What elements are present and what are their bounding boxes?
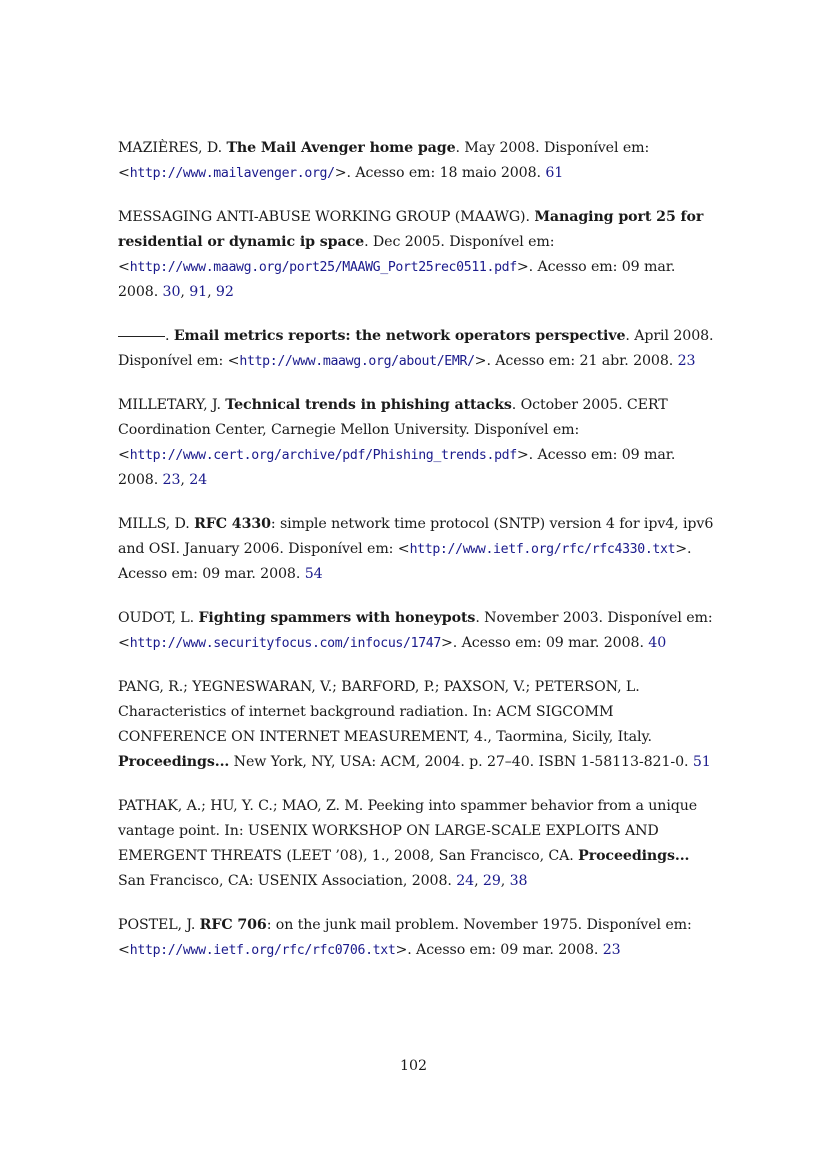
reference-details: New York, NY, USA: ACM, 2004. p. 27–40. ISBN 1-58113-821-0. [229,754,693,770]
reference-access: >. Acesso em: 09 mar. 2008. [395,942,603,958]
reference-author: MAZIÈRES, D. [118,140,227,156]
page-backref-link[interactable]: 40 [648,635,667,651]
reference-title: RFC 706 [199,917,267,933]
page-backref-link[interactable]: 24 [456,873,475,889]
reference-list [118,136,718,963]
reference-details: . May 2008. Disponível em: < [118,140,650,181]
reference-details: . October 2005. CERT Coordination Center, Carnegie Mellon University. Disponível em: < [118,397,668,463]
reference-details: San Francisco, CA: USENIX Association, 2008. [118,873,457,889]
page-backref-link[interactable]: 29 [482,873,501,889]
reference-title: Proceedings... [578,848,690,864]
reference-title: The Mail Avenger home page [226,140,456,156]
page-backref-link[interactable]: 92 [215,284,234,300]
reference-title: Proceedings... [118,754,230,770]
reference-title: Email metrics reports: the network operators perspective [173,328,626,344]
reference-entry: MESSAGING ANTI-ABUSE WORKING GROUP (MAAWG). Managing port 25 for residential or dynamic ip space. Dec 2005. Disponível em: <http://www.maawg.org/port25/MAAWG_Port25rec0511.pdf>. Acesso em: 09 mar. 2008. 30, 91, 92 [118,209,704,300]
reference-url-link[interactable]: http://www.cert.org/archive/pdf/Phishing_trends.pdf [129,448,517,463]
reference-title: Managing port 25 for residential or dynamic ip space [118,209,704,250]
reference-details: . Dec 2005. Disponível em: < [118,234,555,275]
reference-entry [118,606,718,656]
reference-entry [118,512,718,587]
reference-url-link[interactable]: http://www.mailavenger.org/ [129,166,335,181]
page-backref-link[interactable]: 54 [304,566,323,582]
reference-author: MILLETARY, J. [118,397,226,413]
reference-entry: PATHAK, A.; HU, Y. C.; MAO, Z. M. Peeking into spammer behavior from a unique vantage point. In: USENIX WORKSHOP ON LARGE-SCALE EXPLOITS AND EMERGENT THREATS (LEET ’08), 1., 2008, San Francisco, CA. Proceedings... San Francisco, CA: USENIX Association, 2008. 24, 29, 38 [118,798,698,889]
page-backref-link[interactable]: 23 [677,353,696,369]
reference-url-link[interactable]: http://www.maawg.org/port25/MAAWG_Port25rec0511.pdf [129,260,517,275]
reference-url-link[interactable]: http://www.ietf.org/rfc/rfc0706.txt [129,943,396,958]
reference-author: . [165,328,174,344]
page-backref-link[interactable]: 23 [162,472,181,488]
page-number: 102 [399,1058,428,1074]
reference-entry: MILLETARY, J. Technical trends in phishing attacks. October 2005. CERT Coordination Center, Carnegie Mellon University. Disponível em: <http://www.cert.org/archive/pdf/Phishing_trends.pdf>. Acesso em: 09 mar. 2008. 23, 24 [118,397,676,488]
reference-title: Technical trends in phishing attacks [225,397,512,413]
reference-author: PATHAK, A.; HU, Y. C.; MAO, Z. M. Peeking into spammer behavior from a unique vantage point. In: USENIX WORKSHOP ON LARGE-SCALE EXPLOITS AND EMERGENT THREATS (LEET ’08), 1., 2008, San Francisco, CA. [118,798,698,864]
page-backref-link[interactable]: 91 [189,284,208,300]
reference-details: . November 2003. Disponível em: < [118,610,713,651]
reference-access: >. Acesso em: 21 abr. 2008. [474,353,678,369]
page-backref-link[interactable]: 23 [602,942,621,958]
reference-author: MESSAGING ANTI-ABUSE WORKING GROUP (MAAWG). [118,209,535,225]
page-backref-link[interactable]: 24 [189,472,208,488]
reference-author: MILLS, D. [118,516,195,532]
reference-author: POSTEL, J. [118,917,200,933]
reference-url-link[interactable]: http://www.ietf.org/rfc/rfc4330.txt [409,542,676,557]
reference-access: >. Acesso em: 18 maio 2008. [334,165,546,181]
reference-details: : simple network time protocol (SNTP) version 4 for ipv4, ipv6 and OSI. January 2006. Disponível em: < [118,516,714,557]
reference-access: >. Acesso em: 09 mar. 2008. [118,259,676,300]
page-backref-link[interactable]: 61 [545,165,564,181]
page-backref-link[interactable]: 30 [162,284,181,300]
page-backref-link[interactable]: 38 [509,873,528,889]
reference-details: : on the junk mail problem. November 1975. Disponível em: < [118,917,692,958]
reference-entry [118,136,718,186]
reference-entry [118,913,718,963]
reference-details: . April 2008. Disponível em: < [118,328,714,369]
reference-access: >. Acesso em: 09 mar. 2008. [440,635,649,651]
reference-title: RFC 4330 [194,516,271,532]
reference-entry [118,324,718,374]
reference-entry [118,675,718,775]
reference-access: >. Acesso em: 09 mar. 2008. [118,541,692,582]
reference-url-link[interactable]: http://www.maawg.org/about/EMR/ [239,354,475,369]
reference-url-link[interactable]: http://www.securityfocus.com/infocus/1747 [129,636,441,651]
reference-access: >. Acesso em: 09 mar. 2008. [118,447,676,488]
reference-author: PANG, R.; YEGNESWARAN, V.; BARFORD, P.; PAXSON, V.; PETERSON, L. Characteristics of internet background radiation. In: ACM SIGCOMM CONFERENCE ON INTERNET MEASUREMENT, 4., Taormina, Sicily, Italy. [118,679,652,745]
same-author-dash [118,335,165,337]
reference-title: Fighting spammers with honeypots [198,610,476,626]
reference-author: OUDOT, L. [118,610,199,626]
page-backref-link[interactable]: 51 [692,754,711,770]
